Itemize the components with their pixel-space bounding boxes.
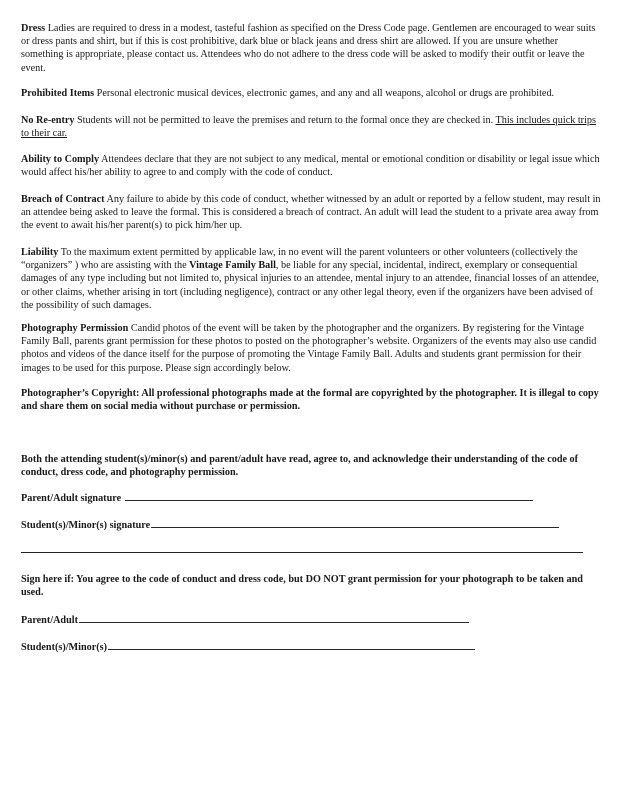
parent-no-photo-field[interactable] <box>79 613 469 623</box>
photography-section <box>21 322 601 375</box>
reentry-text: Students will not be permitted to leave the premises and return to the formal once they are checked in. <box>74 115 496 126</box>
student-no-photo-line <box>21 640 475 654</box>
breach-section <box>21 193 601 233</box>
student-signature-label: Student(s)/Minor(s) signature <box>21 520 151 531</box>
liability-section <box>21 246 601 312</box>
liability-text-before: To the maximum extent permitted by applicable law, in no event will the parent volunteers or other volunteers (collectively the “organizers” ) who are assisting with the <box>21 247 578 272</box>
photography-heading: Photography Permission <box>21 323 129 334</box>
liability-bold: Vintage Family Ball <box>189 260 276 272</box>
student-no-photo-label: Student(s)/Minor(s) <box>21 642 108 653</box>
comply-section <box>21 153 601 179</box>
photography-text: Candid photos of the event will be taken by the photographer and the organizers. By registering for the Vintage Family Ball, parents grant permission for these photos to posted on the photographer’s website. Organizers of the events may also use candid photos and videos of the dance itself for the purpose of promoting the Vintage Family Ball. Adults and students grant permission for their images to be used for this purpose. Please sign accordingly below. <box>21 323 597 374</box>
section-divider <box>21 552 583 553</box>
liability-text-after: , be liable for any special, incidental, indirect, exemplary or consequential damages of any type including but not limited to, physical injuries to an attendee, mental injury to an attendee, financial losses of an attendee, or other claims, whether arising in tort (including negligence), contract or any other legal theory, even if the organizers have been advised of the possibility of such damages. <box>21 260 599 311</box>
parent-signature-line <box>21 491 533 505</box>
reentry-underlined: This includes quick trips to their car. <box>21 115 596 140</box>
no-photo-permission-text: Sign here if: You agree to the code of conduct and dress code, but DO NOT grant permission for your photograph to be taken and used. <box>21 574 583 599</box>
breach-text: Any failure to abide by this code of conduct, whether witnessed by an adult or reported by a fellow student, may result in an attendee being asked to leave the formal. This is considered a breach of contract. An adult will lead the student to a private area away from the event to await his/her parent(s) to pick him/her up. <box>21 194 601 232</box>
liability-heading: Liability <box>21 247 59 258</box>
prohibited-section <box>21 87 601 100</box>
breach-heading: Breach of Contract <box>21 194 105 205</box>
acknowledgement-text: Both the attending student(s)/minor(s) and parent/adult have read, agree to, and acknowledge their understanding of the code of conduct, dress code, and photography permission. <box>21 454 579 479</box>
copyright-notice: Photographer’s Copyright: All professional photographs made at the formal are copyrighted by the photographer. It is illegal to copy and share them on social media without purchase or permission. <box>21 388 599 413</box>
student-signature-line <box>21 518 559 532</box>
student-signature-field[interactable] <box>151 518 559 528</box>
dress-section <box>21 22 601 75</box>
parent-no-photo-label: Parent/Adult <box>21 615 78 626</box>
comply-heading: Ability to Comply <box>21 154 100 165</box>
comply-text: Attendees declare that they are not subject to any medical, mental or emotional condition or disability or legal issue which would affect his/her ability to agree to and comply with the code of conduct. <box>21 154 600 179</box>
parent-no-photo-line <box>21 613 469 627</box>
student-no-photo-field[interactable] <box>108 640 475 650</box>
reentry-heading: No Re-entry <box>21 115 75 126</box>
parent-signature-field[interactable] <box>125 491 533 501</box>
parent-signature-label: Parent/Adult signature <box>21 493 124 504</box>
dress-text: Ladies are required to dress in a modest, tasteful fashion as specified on the Dress Code page. Gentlemen are encouraged to wear suits or dress pants and shirt, but if this is cost prohibitive, dark blue or black jeans and dress shirt are allowed. If you are unsure whether something is appropriate, please contact us. Attendees who do not adhere to the dress code will be asked to modify their outfit or leave the event. <box>21 23 596 74</box>
prohibited-text: Personal electronic musical devices, electronic games, and any and all weapons, alcohol or drugs are prohibited. <box>94 88 555 99</box>
dress-heading: Dress <box>21 23 46 34</box>
prohibited-heading: Prohibited Items <box>21 88 95 99</box>
reentry-section <box>21 114 601 140</box>
